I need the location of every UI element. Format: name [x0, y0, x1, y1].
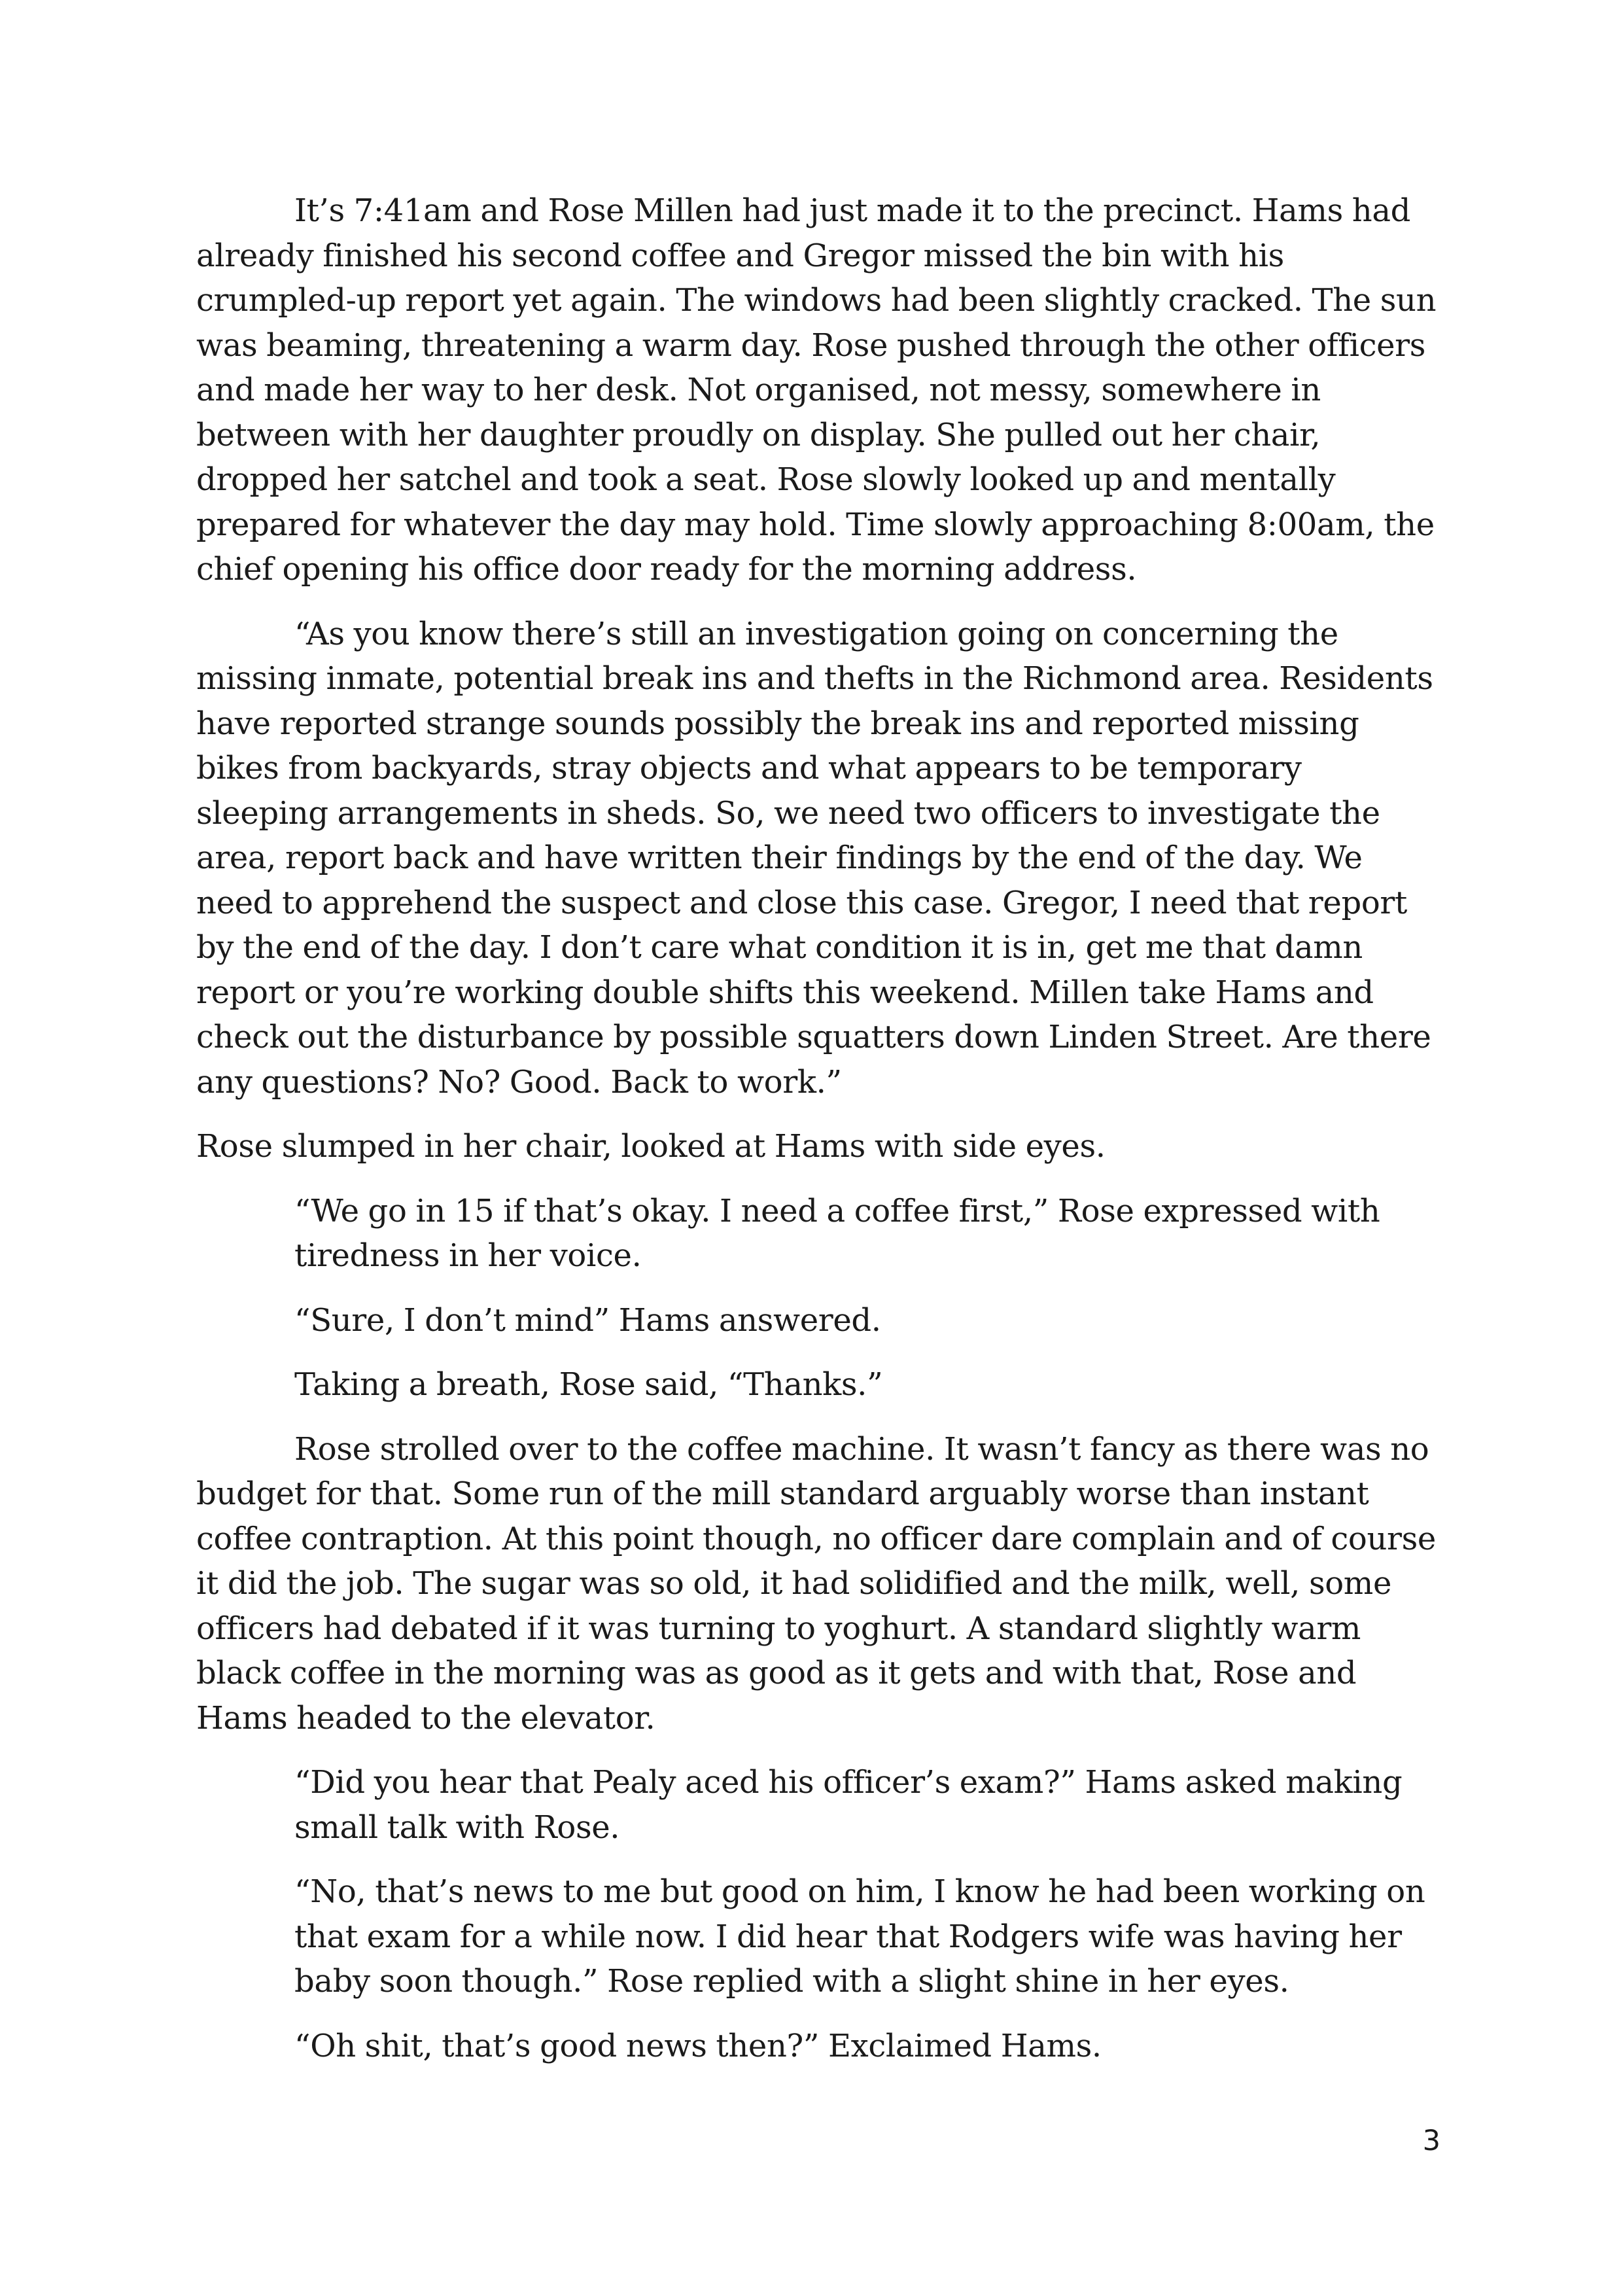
paragraph-coffee-machine: Rose strolled over to the coffee machine. It wasn’t fancy as there was no budget for that. Some run of the mill standard arguably worse than instant coffee contraption. At this point though, no officer dare complain and of course it did the job. The sugar was so old, it had solidified and the milk, well, some officers had debated if it was turning to yoghurt. A standard slightly warm black coffee in the morning was as good as it gets and with that, Rose and Hams headed to the elevator. [196, 1430, 1436, 1737]
page-number: 3 [1422, 2125, 1440, 2157]
dialogue-rose-rodgers: “No, that’s news to me but good on him, I know he had been working on that exam for a while now. I did hear that Rodgers wife was having her baby soon though.” Rose replied with a slight shine in her eyes. [294, 1873, 1425, 2000]
dialogue-rose-coffee: “We go in 15 if that’s okay. I need a coffee first,” Rose expressed with tiredness in her voice. [294, 1192, 1380, 1274]
dialogue-hams-exclaim: “Oh shit, that’s good news then?” Exclaimed Hams. [294, 2027, 1102, 2064]
body-text [196, 188, 1439, 2068]
paragraph-chief-address: “As you know there’s still an investigation going on concerning the missing inmate, potential break ins and thefts in the Richmond area. Residents have reported strange sounds possibly the break ins and reported missing bikes from backyards, stray objects and what appears to be temporary sleeping arrangements in sheds. So, we need two officers to investigate the area, report back and have written their findings by the end of the day. We need to apprehend the suspect and close this case. Gregor, I need that report by the end of the day. I don’t care what condition it is in, get me that damn report or you’re working double shifts this weekend. Millen take Hams and check out the disturbance by possible squatters down Linden Street. Are there any questions? No? Good. Back to work.” [196, 615, 1433, 1101]
paragraph-precinct-morning: It’s 7:41am and Rose Millen had just made it to the precinct. Hams had already finished his second coffee and Gregor missed the bin with his crumpled-up report yet again. The windows had been slightly cracked. The sun was beaming, threatening a warm day. Rose pushed through the other officers and made her way to her desk. Not organised, not messy, somewhere in between with her daughter proudly on display. She pulled out her chair, dropped her satchel and took a seat. Rose slowly looked up and mentally prepared for whatever the day may hold. Time slowly approaching 8:00am, the chief opening his office door ready for the morning address. [196, 192, 1437, 588]
paragraph-rose-slumped: Rose slumped in her chair, looked at Hams with side eyes. [196, 1128, 1106, 1165]
dialogue-rose-thanks: Taking a breath, Rose said, “Thanks.” [294, 1366, 883, 1403]
dialogue-hams-answer: “Sure, I don’t mind” Hams answered. [294, 1301, 881, 1339]
dialogue-hams-pealy: “Did you hear that Pealy aced his officer’s exam?” Hams asked making small talk with Rose. [294, 1764, 1403, 1846]
